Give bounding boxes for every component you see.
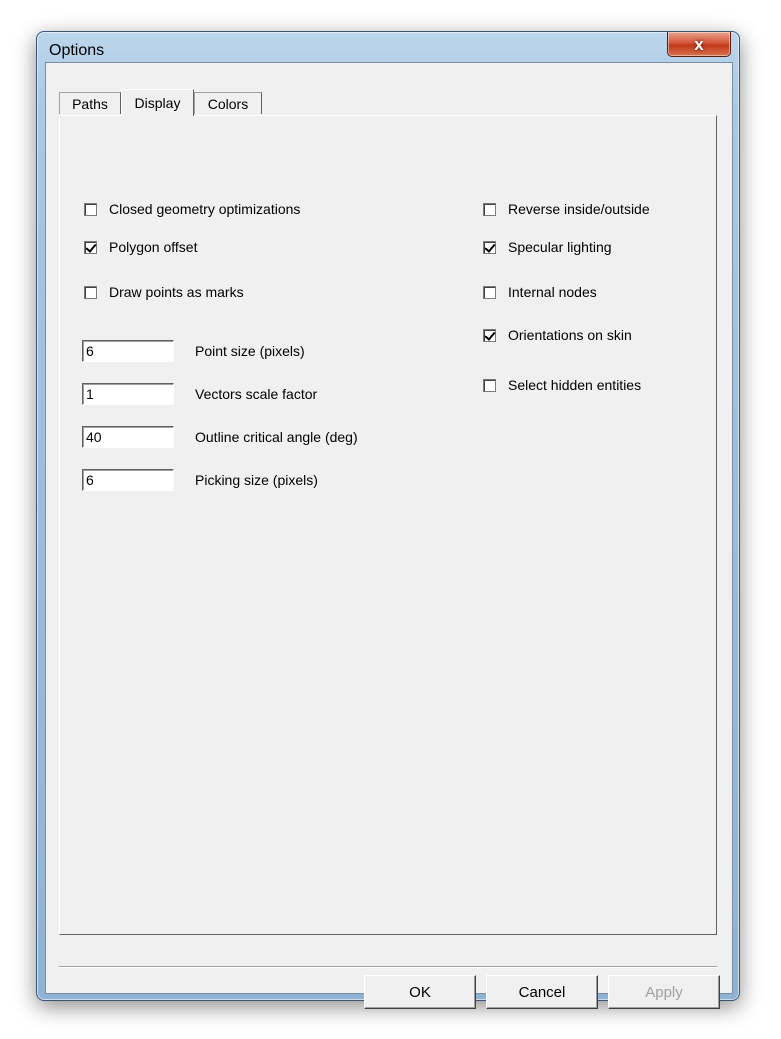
checkbox-label: Specular lighting — [508, 239, 612, 255]
vectors-scale-factor-input[interactable] — [82, 383, 174, 405]
ok-button[interactable]: OK — [364, 975, 476, 1009]
outline-critical-angle-row — [82, 425, 358, 449]
reverse-inside-outside-checkbox[interactable] — [483, 200, 650, 218]
picking-size-row — [82, 468, 318, 492]
point-size-label: Point size (pixels) — [195, 343, 305, 359]
checkbox-label: Select hidden entities — [508, 377, 642, 393]
checkbox-box[interactable] — [483, 379, 496, 392]
close-button[interactable] — [667, 32, 731, 57]
dialog-client-area — [45, 62, 733, 1001]
checkbox-label: Internal nodes — [508, 284, 597, 300]
tab-colors[interactable]: Colors — [194, 92, 262, 114]
vectors-scale-factor-label: Vectors scale factor — [195, 386, 318, 402]
cancel-button[interactable]: Cancel — [486, 975, 598, 1009]
checkbox-label: Draw points as marks — [109, 284, 244, 300]
checkbox-label: Closed geometry optimizations — [109, 201, 301, 217]
checkbox-label: Reverse inside/outside — [508, 201, 650, 217]
window-title: Options — [49, 42, 105, 59]
draw-points-as-marks-checkbox[interactable] — [84, 283, 244, 301]
select-hidden-entities-checkbox[interactable] — [483, 376, 641, 394]
closed-geometry-optimizations-checkbox[interactable] — [84, 200, 300, 218]
checkbox-box[interactable] — [483, 241, 496, 254]
tab-display[interactable]: Display — [121, 89, 194, 116]
checkbox-box[interactable] — [483, 203, 496, 216]
checkbox-box[interactable] — [84, 203, 97, 216]
orientations-on-skin-checkbox[interactable] — [483, 326, 632, 344]
apply-button[interactable]: Apply — [608, 975, 720, 1009]
outline-critical-angle-input[interactable] — [82, 426, 174, 448]
close-icon: x — [694, 34, 704, 54]
checkbox-box[interactable] — [483, 329, 496, 342]
display-tab-panel — [59, 115, 717, 935]
outline-critical-angle-label: Outline critical angle (deg) — [195, 429, 358, 445]
picking-size-input[interactable] — [82, 469, 174, 491]
title-bar[interactable] — [37, 32, 739, 62]
options-dialog — [36, 31, 740, 1001]
polygon-offset-checkbox[interactable] — [84, 238, 197, 256]
checkbox-label: Polygon offset — [109, 239, 198, 255]
point-size-row — [82, 339, 305, 363]
internal-nodes-checkbox[interactable] — [483, 283, 597, 301]
tab-paths[interactable]: Paths — [59, 92, 121, 114]
checkbox-label: Orientations on skin — [508, 327, 632, 343]
checkbox-box[interactable] — [84, 286, 97, 299]
button-separator — [59, 966, 717, 968]
point-size-input[interactable] — [82, 340, 174, 362]
vectors-scale-factor-row — [82, 382, 318, 406]
picking-size-label: Picking size (pixels) — [195, 472, 318, 488]
checkbox-box[interactable] — [84, 241, 97, 254]
checkbox-box[interactable] — [483, 286, 496, 299]
specular-lighting-checkbox[interactable] — [483, 238, 612, 256]
